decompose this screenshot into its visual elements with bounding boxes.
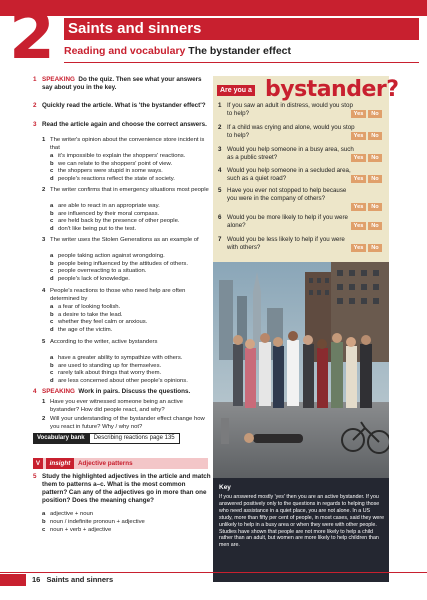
answer-option-c[interactable]: c rarely talk about things that worry them. [50, 370, 162, 377]
vocabulary-bank-reference[interactable]: Describing reactions page 135 [89, 433, 180, 444]
vocabulary-bank-label: Vocabulary bank [33, 433, 89, 444]
section-part1: Reading and vocabulary [64, 45, 186, 57]
footer-rule [0, 572, 427, 573]
discussion-item-1: 1 Have you ever witnessed someone being an active bystander? How did people react, and why? [42, 399, 183, 413]
question-text: Quickly read the article. What is 'the bystander effect'? [42, 102, 206, 109]
unit-title: Saints and sinners [64, 18, 419, 40]
answer-option-c[interactable]: c are held back by the presence of other people. [50, 218, 180, 225]
street-crowd-photo [213, 262, 389, 478]
top-bar [0, 0, 427, 16]
yes-button[interactable]: Yes [351, 110, 366, 118]
answer-option-b[interactable]: b we can relate to the shoppers' point of view. [50, 160, 173, 167]
insight-badge: insight [46, 458, 74, 469]
bystander-quiz [213, 76, 399, 262]
comprehension-item-3: 3 The writer uses the Stolen Generations as an example of [42, 237, 199, 243]
answer-option-b[interactable]: b are used to standing up for themselves. [50, 362, 162, 369]
comprehension-item-1: 1 The writer's opinion about the convenience store incident is that [42, 137, 205, 151]
answer-option-c[interactable]: c whether they feel calm or anxious. [50, 319, 148, 326]
yes-button[interactable]: Yes [351, 175, 366, 183]
unit-number: 2 [9, 0, 55, 74]
footer-title: Saints and sinners [46, 575, 114, 584]
quiz-title: bystander? [265, 77, 399, 102]
no-button[interactable]: No [368, 244, 382, 252]
question-4 [33, 388, 211, 397]
question-number: 4 [33, 388, 37, 395]
yes-button[interactable]: Yes [351, 132, 366, 140]
speaking-label: SPEAKING [42, 76, 75, 83]
no-button[interactable]: No [368, 222, 382, 230]
answer-option-a[interactable]: a people taking action against wrongdoing. [50, 253, 165, 259]
discussion-item-2: 2 Will your understanding of the bystander effect change how you react in future? Why / why not? [42, 416, 205, 430]
insight-banner [33, 458, 208, 469]
answer-option-c[interactable]: c people overreacting to a situation. [50, 268, 147, 275]
yes-button[interactable]: Yes [351, 203, 366, 211]
pattern-option-a: a adjective + noun [42, 511, 94, 517]
question-text: Do the quiz. Then see what your answers say about you in the key. [42, 76, 202, 91]
footer [32, 574, 113, 586]
answer-option-b[interactable]: b are influenced by their moral compass. [50, 210, 160, 217]
key-title: Key [219, 484, 231, 491]
question-5 [33, 473, 211, 509]
footer-tab [0, 574, 26, 586]
yes-button[interactable]: Yes [351, 222, 366, 230]
answer-option-d[interactable]: d people's lack of knowledge. [50, 275, 130, 282]
quiz-question-2: 2 If a child was crying and alone, would you stop to help? [218, 124, 355, 139]
quiz-question-4: 4 Would you help someone in a secluded area, such as a quiet road? [218, 167, 351, 182]
quiz-question-6: 6 Would you be more likely to help if you were alone? [218, 214, 348, 229]
no-button[interactable]: No [368, 110, 382, 118]
photo-illustration [213, 262, 389, 478]
quiz-key [213, 478, 389, 582]
question-1 [33, 76, 211, 92]
yes-button[interactable]: Yes [351, 154, 366, 162]
section-subtitle [64, 44, 419, 59]
no-button[interactable]: No [368, 154, 382, 162]
vocabulary-bank[interactable] [33, 433, 180, 444]
no-button[interactable]: No [368, 175, 382, 183]
yes-button[interactable]: Yes [351, 244, 366, 252]
no-button[interactable]: No [368, 132, 382, 140]
answer-option-d[interactable]: d don't like being put to the test. [50, 225, 137, 232]
pattern-option-c: c noun + verb + adjective [42, 527, 112, 533]
section-part2: The bystander effect [188, 45, 291, 57]
answer-option-b[interactable]: b people being influenced by the attitudes of others. [50, 260, 189, 267]
answer-option-d[interactable]: d people's reactions reflect the state of society. [50, 175, 175, 182]
answer-option-a[interactable]: a are able to react in an appropriate way. [50, 203, 160, 209]
no-button[interactable]: No [368, 203, 382, 211]
insight-title: Adjective patterns [78, 460, 133, 467]
question-2 [33, 102, 211, 111]
quiz-question-7: 7 Would you be less likely to help if you were with others? [218, 236, 345, 251]
answer-option-a[interactable]: a have a greater ability to sympathize with others. [50, 355, 183, 361]
answer-option-b[interactable]: b a desire to take the lead. [50, 311, 123, 318]
pattern-option-b: b noun / indefinite pronoun + adjective [42, 519, 145, 525]
answer-option-d[interactable]: d the age of the victim. [50, 326, 113, 333]
quiz-question-3: 3 Would you help someone in a busy area, such as a public street? [218, 146, 354, 161]
quiz-question-5: 5 Have you ever not stopped to help because you were in the company of others? [218, 187, 347, 202]
question-number: 3 [33, 121, 37, 128]
answer-option-a[interactable]: a it's impossible to explain the shoppers' reactions. [50, 153, 186, 159]
question-3 [33, 121, 211, 137]
question-text: Work in pairs. Discuss the questions. [78, 388, 191, 395]
answer-option-d[interactable]: d are less concerned about other people's opinions. [50, 377, 188, 384]
comprehension-item-2: 2 The writer confirms that in emergency situations most people [42, 187, 209, 193]
answer-option-c[interactable]: c the shoppers were stupid in some ways. [50, 168, 163, 175]
title-rule [64, 62, 419, 63]
question-number: 5 [33, 473, 37, 480]
question-text: Read the article again and choose the correct answers. [42, 121, 207, 128]
quiz-are-you-label: Are you a [217, 85, 255, 96]
speaking-label: SPEAKING [42, 388, 75, 395]
question-number: 1 [33, 76, 37, 83]
comprehension-item-5: 5 According to the writer, active bystanders [42, 339, 158, 345]
question-text: Study the highlighted adjectives in the article and match them to patterns a–c. What is the most common pattern? Can any of the adjectives go in more than one position? Does the meaning change? [42, 473, 211, 504]
key-text: If you answered mostly 'yes' then you are an active bystander. If you answered positively only to the questions in regards to helping those who need assistance in a quiet place, you are not alone. In a US study, more than fifty per cent of people, in most cases, said they were unlikely to help in a busy area or when they were with other people. Studies have shown that people are not more likely to help a child rather than an adult, but women are more likely to help children than men are. [219, 494, 385, 549]
question-number: 2 [33, 102, 37, 109]
page-number: 16 [32, 575, 41, 584]
quiz-question-1: 1 If you saw an adult in distress, would you stop to help? [218, 102, 353, 117]
vocabulary-badge: V [33, 458, 43, 469]
answer-option-a[interactable]: a a fear of looking foolish. [50, 304, 121, 310]
comprehension-item-4: 4 People's reactions to those who need help are often determined by [42, 288, 186, 302]
